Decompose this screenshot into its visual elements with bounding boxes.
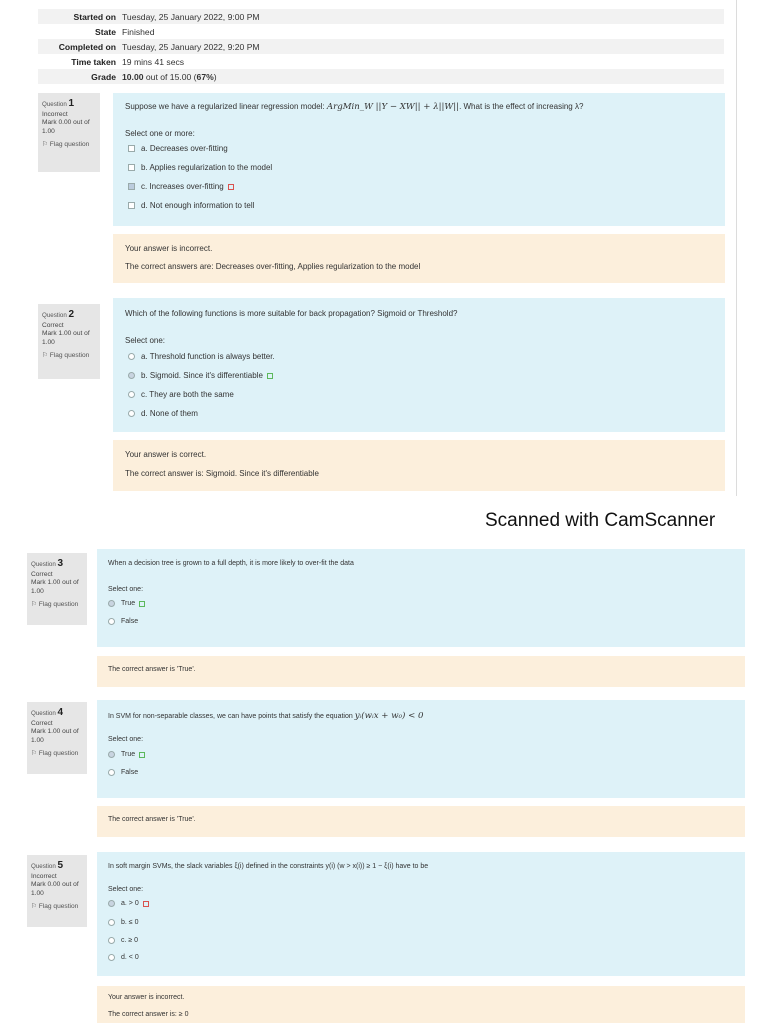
radio-selected[interactable] <box>108 900 115 907</box>
flag-question-link[interactable]: ⚐ Flag question <box>31 601 79 609</box>
question-text: Which of the following functions is more suitable for back propagation? Sigmoid or Threshold? <box>125 309 458 318</box>
question-text: In SVM for non-separable classes, we can have points that satisfy the equation yᵢ(wᵢx + w₀) < 0 <box>108 711 424 721</box>
attempt-summary <box>38 9 724 84</box>
option-c[interactable]: c. Increases over-fitting <box>128 182 234 191</box>
select-prompt: Select one: <box>108 736 144 743</box>
incorrect-icon <box>143 901 149 907</box>
feedback-box-3: The correct answer is 'True'. <box>97 656 745 687</box>
summary-row: Completed on Tuesday, 25 January 2022, 9:20 PM <box>38 39 724 54</box>
flag-question-link[interactable]: ⚐ Flag question <box>42 141 90 149</box>
math-formula: ArgMin_W ||Y − XW|| + λ||W|| <box>326 102 460 112</box>
option-true[interactable]: True <box>108 600 145 607</box>
option-c[interactable]: c. They are both the same <box>128 390 234 399</box>
camscanner-watermark: Scanned with CamScanner <box>485 510 716 531</box>
flag-icon: ⚐ <box>31 601 37 609</box>
math-formula: yᵢ(wᵢx + w₀) < 0 <box>354 711 424 721</box>
option-false[interactable]: False <box>108 769 138 776</box>
checkbox[interactable] <box>128 164 135 171</box>
flag-icon: ⚐ <box>42 352 48 360</box>
option-a[interactable]: a. > 0 <box>108 900 149 907</box>
checkbox-checked[interactable] <box>128 183 135 190</box>
question-info-4: Question 4 Correct Mark 1.00 out of 1.00 ⚐ Flag question <box>27 702 87 774</box>
question-mark: Mark 1.00 out of 1.00 <box>31 728 79 745</box>
grade-percent: 67% <box>196 71 214 82</box>
feedback-box-5: Your answer is incorrect. The correct answer is: ≥ 0 <box>97 986 745 1023</box>
question-state: Incorrect <box>31 872 57 880</box>
correct-icon <box>267 373 273 379</box>
radio[interactable] <box>108 618 115 625</box>
option-false[interactable]: False <box>108 618 138 625</box>
option-d[interactable]: d. None of them <box>128 409 198 418</box>
option-a[interactable]: a. Decreases over-fitting <box>128 144 228 153</box>
radio[interactable] <box>108 919 115 926</box>
feedback-box-4: The correct answer is 'True'. <box>97 806 745 837</box>
question-text: When a decision tree is grown to a full depth, it is more likely to over-fit the data <box>108 560 354 567</box>
page-divider <box>736 0 737 496</box>
radio-selected[interactable] <box>108 751 115 758</box>
flag-question-link[interactable]: ⚐ Flag question <box>31 750 79 758</box>
select-prompt: Select one: <box>108 586 144 593</box>
question-info-2: Question 2 Correct Mark 1.00 out of 1.00 ⚐ Flag question <box>38 304 100 379</box>
option-c[interactable]: c. ≥ 0 <box>108 937 138 944</box>
question-box-2 <box>113 298 725 432</box>
correct-icon <box>139 601 145 607</box>
radio-selected[interactable] <box>108 600 115 607</box>
summary-row: Started on Tuesday, 25 January 2022, 9:00 PM <box>38 9 724 24</box>
option-d[interactable]: d. < 0 <box>108 954 139 961</box>
question-state: Incorrect <box>42 110 68 118</box>
question-box-4 <box>97 700 745 798</box>
incorrect-icon <box>228 184 234 190</box>
radio[interactable] <box>128 391 135 398</box>
radio[interactable] <box>128 410 135 417</box>
checkbox[interactable] <box>128 145 135 152</box>
radio[interactable] <box>108 769 115 776</box>
question-text: Suppose we have a regularized linear regression model: ArgMin_W ||Y − XW|| + λ||W||. What is the effect of increasing λ? <box>125 102 584 112</box>
flag-icon: ⚐ <box>42 141 48 149</box>
option-true[interactable]: True <box>108 751 145 758</box>
question-state: Correct <box>31 570 53 578</box>
option-b[interactable]: b. Sigmoid. Since it's differentiable <box>128 371 273 380</box>
question-box-5 <box>97 852 745 976</box>
flag-question-link[interactable]: ⚐ Flag question <box>42 352 90 360</box>
question-info-5: Question 5 Incorrect Mark 0.00 out of 1.00 ⚐ Flag question <box>27 855 87 927</box>
correct-icon <box>139 752 145 758</box>
select-prompt: Select one: <box>125 336 166 345</box>
radio[interactable] <box>108 937 115 944</box>
flag-question-link[interactable]: ⚐ Flag question <box>31 903 79 911</box>
select-prompt: Select one or more: <box>125 129 195 138</box>
option-d[interactable]: d. Not enough information to tell <box>128 201 254 210</box>
summary-row: State Finished <box>94 26 155 37</box>
question-mark: Mark 1.00 out of 1.00 <box>31 579 79 596</box>
checkbox[interactable] <box>128 202 135 209</box>
question-state: Correct <box>42 321 64 329</box>
feedback-box-2: Your answer is correct. The correct answer is: Sigmoid. Since it's differentiable <box>113 440 725 491</box>
question-info-1: Question 1 Incorrect Mark 0.00 out of 1.00 ⚐ Flag question <box>38 93 100 172</box>
summary-row-grade: Grade 10.00 out of 15.00 (67%) <box>38 69 724 84</box>
flag-icon: ⚐ <box>31 750 37 758</box>
feedback-box-1: Your answer is incorrect. The correct answers are: Decreases over-fitting, Applies regularization to the model <box>113 234 725 283</box>
select-prompt: Select one: <box>108 886 144 893</box>
radio[interactable] <box>108 954 115 961</box>
question-box-1 <box>113 93 725 226</box>
question-box-3 <box>97 549 745 647</box>
grade-score: 10.00 <box>122 71 144 82</box>
question-mark: Mark 1.00 out of 1.00 <box>42 330 90 347</box>
summary-row: Time taken 19 mins 41 secs <box>71 56 185 67</box>
question-state: Correct <box>31 719 53 727</box>
radio[interactable] <box>128 353 135 360</box>
radio-selected[interactable] <box>128 372 135 379</box>
option-b[interactable]: b. Applies regularization to the model <box>128 163 272 172</box>
question-mark: Mark 0.00 out of 1.00 <box>42 119 90 136</box>
question-text: In soft margin SVMs, the slack variables ξ(i) defined in the constraints y(i) (w > x(i)) ≥ 1 − ξ(i) have to be <box>108 863 429 870</box>
option-b[interactable]: b. ≤ 0 <box>108 919 138 926</box>
question-mark: Mark 0.00 out of 1.00 <box>31 881 79 898</box>
option-a[interactable]: a. Threshold function is always better. <box>128 352 275 361</box>
question-info-3: Question 3 Correct Mark 1.00 out of 1.00 ⚐ Flag question <box>27 553 87 625</box>
flag-icon: ⚐ <box>31 903 37 911</box>
